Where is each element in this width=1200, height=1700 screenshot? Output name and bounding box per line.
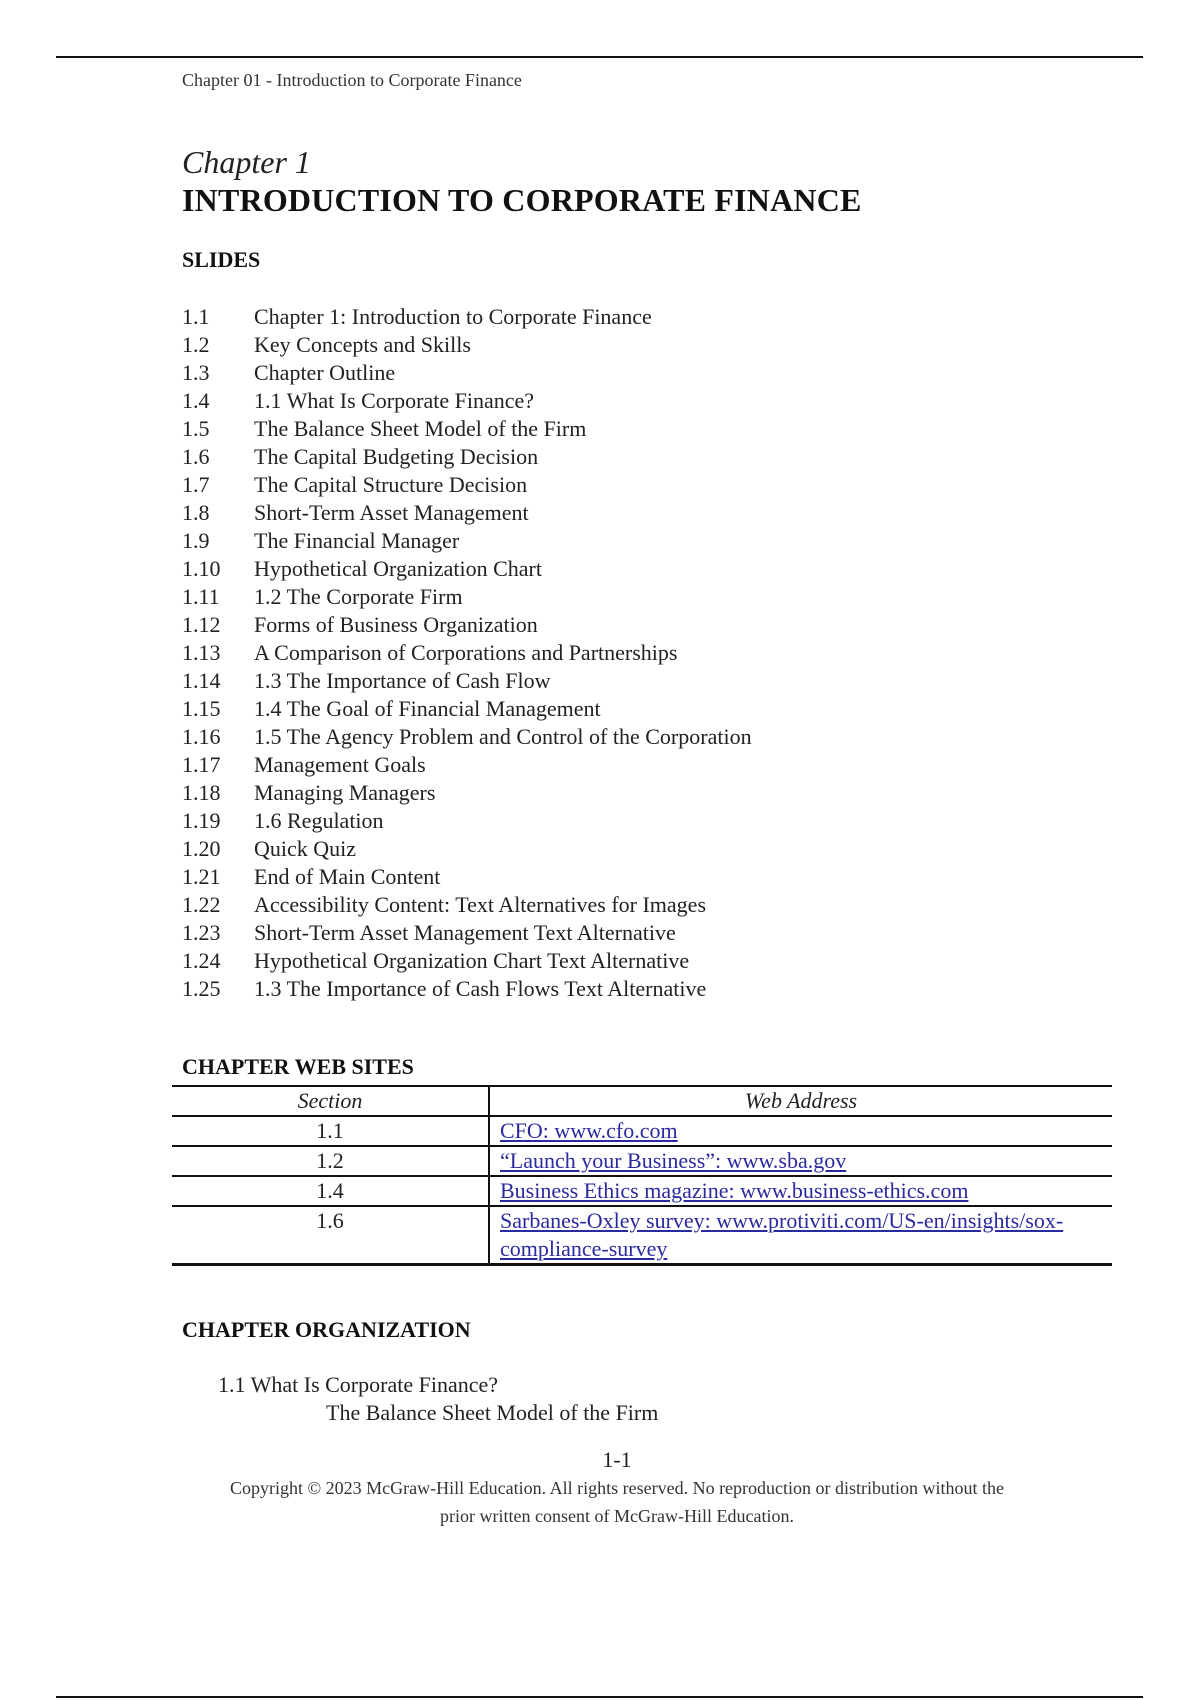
slide-title: Hypothetical Organization Chart Text Alternative [254, 948, 690, 973]
address-cell [489, 1146, 1112, 1176]
slide-number: 1.1 [182, 304, 210, 329]
slide-item [182, 947, 752, 975]
slide-item [182, 975, 752, 1003]
slide-title: Quick Quiz [254, 836, 357, 861]
slide-number: 1.18 [182, 780, 221, 805]
table-row [172, 1176, 1112, 1206]
slide-title: The Capital Budgeting Decision [254, 444, 539, 469]
slide-item [182, 751, 752, 779]
slide-number: 1.6 [182, 444, 210, 469]
slide-number: 1.17 [182, 752, 221, 777]
slide-title: Hypothetical Organization Chart [254, 556, 542, 581]
slide-item [182, 499, 752, 527]
slide-title: Management Goals [254, 752, 426, 777]
table-row [172, 1146, 1112, 1176]
slide-title: 1.2 The Corporate Firm [254, 584, 463, 609]
web-sites-heading: CHAPTER WEB SITES [182, 1054, 414, 1079]
slide-title: The Financial Manager [254, 528, 460, 553]
column-header-section: Section [172, 1086, 489, 1116]
chapter-label: Chapter 1 [182, 144, 311, 180]
slide-title: Forms of Business Organization [254, 612, 538, 637]
slide-item [182, 471, 752, 499]
slide-item [182, 667, 752, 695]
section-cell: 1.2 [172, 1146, 489, 1176]
slide-number: 1.16 [182, 724, 221, 749]
slide-title: Chapter 1: Introduction to Corporate Finance [254, 304, 652, 329]
chapter-title: INTRODUCTION TO CORPORATE FINANCE [182, 182, 862, 218]
slide-item [182, 835, 752, 863]
table-row [172, 1116, 1112, 1146]
slide-number: 1.11 [182, 584, 220, 609]
slide-title: Key Concepts and Skills [254, 332, 471, 357]
bottom-rule [56, 1696, 1143, 1698]
slides-list [182, 303, 752, 1003]
slide-number: 1.19 [182, 808, 221, 833]
slide-title: 1.6 Regulation [254, 808, 384, 833]
slide-item [182, 611, 752, 639]
column-header-web-address: Web Address [489, 1086, 1112, 1116]
page-number: 1-1 [602, 1447, 632, 1472]
slide-number: 1.14 [182, 668, 221, 693]
slide-number: 1.3 [182, 360, 210, 385]
slide-item [182, 331, 752, 359]
slide-title: 1.1 What Is Corporate Finance? [254, 388, 535, 413]
slide-title: 1.3 The Importance of Cash Flows Text Alternative [254, 976, 707, 1001]
slide-number: 1.13 [182, 640, 221, 665]
slide-number: 1.4 [182, 388, 210, 413]
slide-item [182, 387, 752, 415]
slide-number: 1.7 [182, 472, 210, 497]
slide-item [182, 723, 752, 751]
slides-heading: SLIDES [182, 247, 261, 272]
slide-item [182, 443, 752, 471]
organization-subitem: The Balance Sheet Model of the Firm [326, 1400, 659, 1425]
web-link[interactable]: “Launch your Business”: www.sba.gov [500, 1148, 847, 1173]
table-header-row [172, 1086, 1112, 1116]
slide-item [182, 583, 752, 611]
slide-number: 1.2 [182, 332, 210, 357]
slide-title: 1.4 The Goal of Financial Management [254, 696, 601, 721]
slide-number: 1.9 [182, 528, 210, 553]
slide-number: 1.25 [182, 976, 221, 1001]
running-header: Chapter 01 - Introduction to Corporate Finance [182, 70, 522, 90]
slide-number: 1.22 [182, 892, 221, 917]
slide-title: Accessibility Content: Text Alternatives for Images [254, 892, 707, 917]
address-cell [489, 1206, 1112, 1265]
slide-item [182, 527, 752, 555]
slide-title: Short-Term Asset Management Text Alternative [254, 920, 676, 945]
slide-item [182, 555, 752, 583]
slide-item [182, 639, 752, 667]
slide-number: 1.20 [182, 836, 221, 861]
web-link[interactable]: CFO: www.cfo.com [500, 1118, 678, 1143]
slide-number: 1.23 [182, 920, 221, 945]
slide-item [182, 863, 752, 891]
slide-item [182, 303, 752, 331]
address-cell [489, 1176, 1112, 1206]
slide-item [182, 919, 752, 947]
slide-number: 1.15 [182, 696, 221, 721]
copyright-line: Copyright © 2023 McGraw-Hill Education. All rights reserved. No reproduction or distribution without the [229, 1478, 1005, 1498]
section-cell: 1.1 [172, 1116, 489, 1146]
copyright-notice [182, 1474, 1052, 1530]
slide-item [182, 891, 752, 919]
slide-number: 1.10 [182, 556, 221, 581]
slide-number: 1.21 [182, 864, 221, 889]
slide-title: 1.3 The Importance of Cash Flow [254, 668, 551, 693]
slide-number: 1.8 [182, 500, 210, 525]
table-row [172, 1206, 1112, 1265]
slide-item [182, 807, 752, 835]
section-cell: 1.4 [172, 1176, 489, 1206]
slide-title: 1.5 The Agency Problem and Control of the Corporation [254, 724, 752, 749]
slide-title: End of Main Content [254, 864, 441, 889]
organization-heading: CHAPTER ORGANIZATION [182, 1317, 471, 1342]
slide-item [182, 359, 752, 387]
slide-title: The Capital Structure Decision [254, 472, 528, 497]
top-rule [56, 56, 1143, 58]
slide-number: 1.24 [182, 948, 221, 973]
web-link[interactable]: Business Ethics magazine: www.business-ethics.com [500, 1178, 969, 1203]
slide-title: Chapter Outline [254, 360, 396, 385]
slide-title: Short-Term Asset Management [254, 500, 529, 525]
slide-title: A Comparison of Corporations and Partnerships [254, 640, 678, 665]
slide-title: The Balance Sheet Model of the Firm [254, 416, 587, 441]
slide-item [182, 779, 752, 807]
web-sites-table [172, 1085, 1112, 1266]
slide-item [182, 415, 752, 443]
copyright-line: prior written consent of McGraw-Hill Education. [440, 1506, 794, 1526]
web-link[interactable]: Sarbanes-Oxley survey: www.protiviti.com/US-en/insights/sox-compliance-survey [500, 1208, 1064, 1261]
section-cell: 1.6 [172, 1206, 489, 1265]
slide-title: Managing Managers [254, 780, 436, 805]
organization-item: 1.1 What Is Corporate Finance? [218, 1372, 499, 1397]
slide-number: 1.12 [182, 612, 221, 637]
slide-item [182, 695, 752, 723]
address-cell [489, 1116, 1112, 1146]
slide-number: 1.5 [182, 416, 210, 441]
